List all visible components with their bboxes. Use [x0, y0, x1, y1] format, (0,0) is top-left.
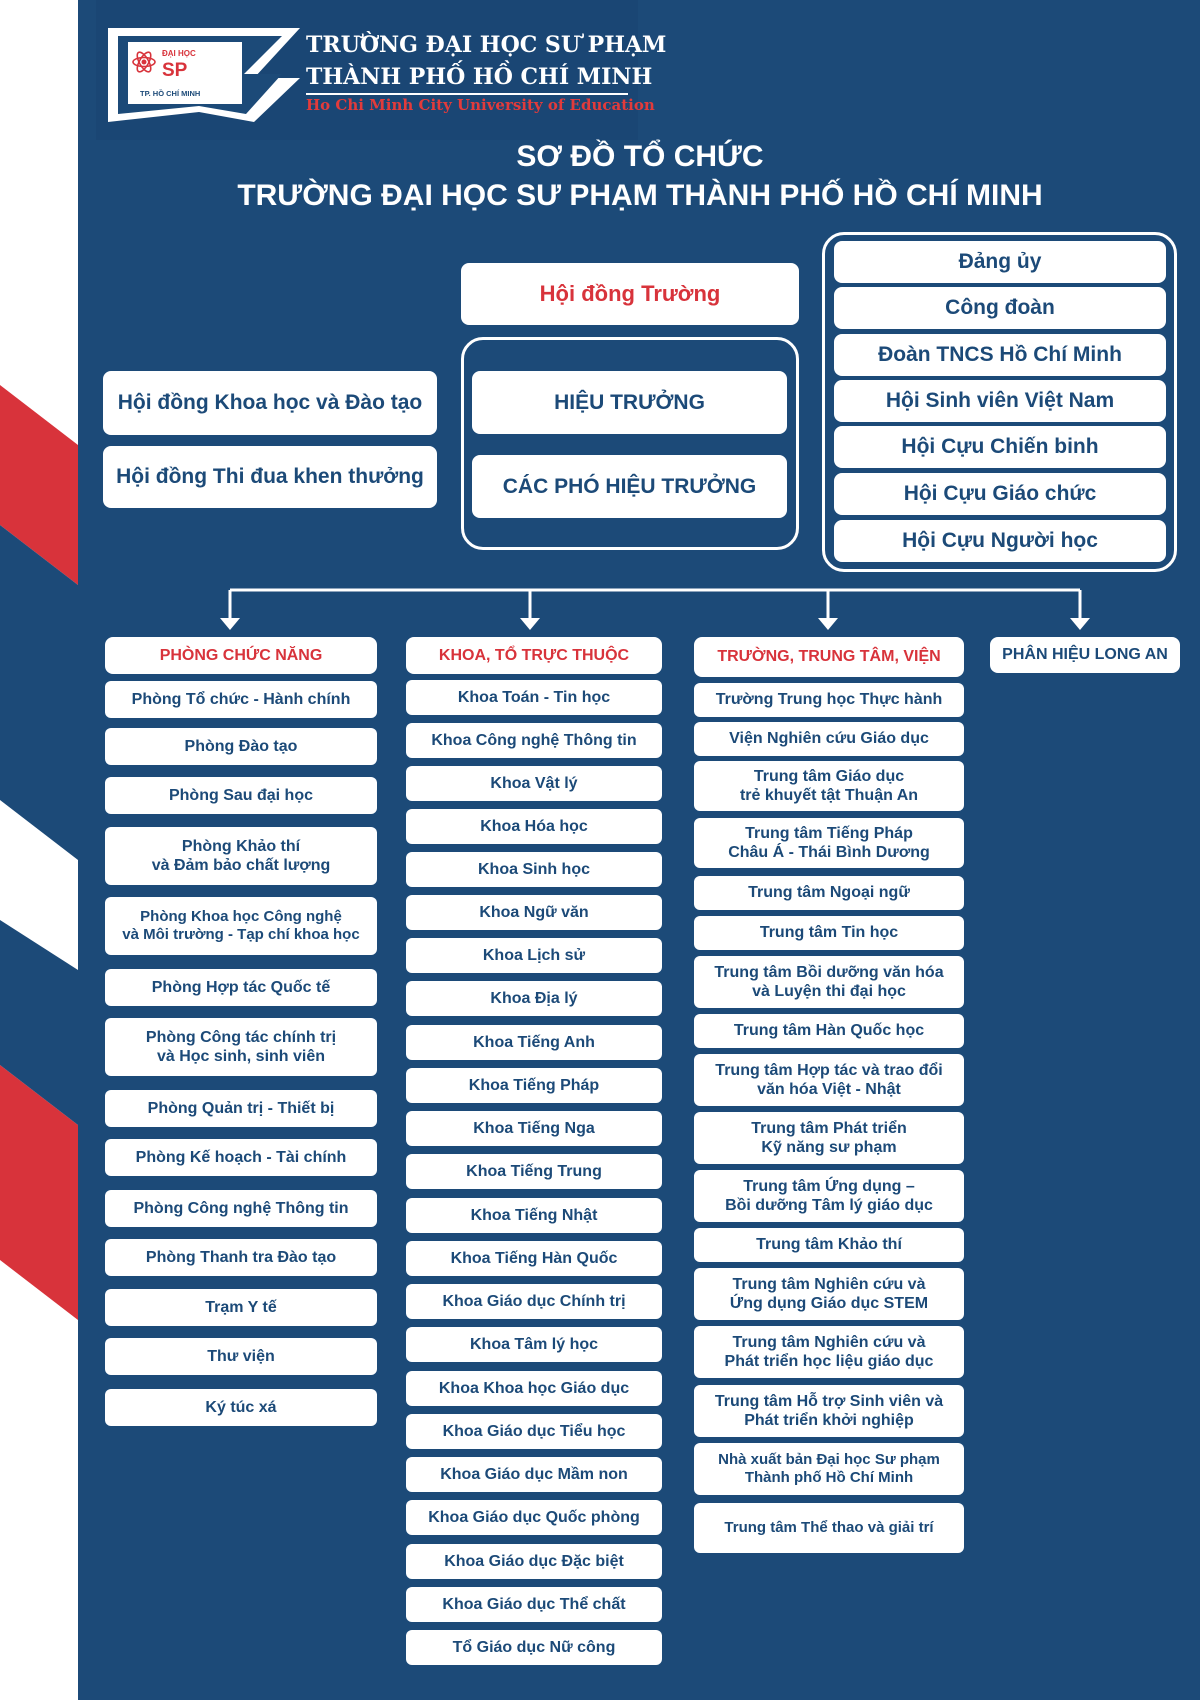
- khoa-item: Khoa Ngữ văn: [406, 895, 662, 930]
- truong-item: Trung tâm Hỗ trợ Sinh viên và Phát triển khởi nghiệp: [694, 1385, 964, 1437]
- hoi-dong-truong-box: Hội đồng Trường: [461, 263, 799, 325]
- hieu-truong-box: HIỆU TRƯỞNG: [472, 371, 787, 434]
- truong-item: Nhà xuất bản Đại học Sư phạm Thành phố Hồ Chí Minh: [694, 1443, 964, 1495]
- khoa-item: Khoa Giáo dục Quốc phòng: [406, 1500, 662, 1535]
- phong-header: PHÒNG CHỨC NĂNG: [105, 637, 377, 674]
- org-cong-doan: Công đoàn: [834, 287, 1166, 329]
- phong-item: Phòng Tổ chức - Hành chính: [105, 681, 377, 718]
- arrow-phan-hieu: [1070, 618, 1090, 630]
- phong-item: Phòng Công nghệ Thông tin: [105, 1190, 377, 1227]
- khoa-item: Khoa Giáo dục Đặc biệt: [406, 1544, 662, 1579]
- khoa-item: Khoa Tiếng Nhật: [406, 1198, 662, 1233]
- khoa-item: Khoa Địa lý: [406, 981, 662, 1016]
- khoa-item: Khoa Tiếng Pháp: [406, 1068, 662, 1103]
- arrow-truong: [818, 618, 838, 630]
- khoa-item: Khoa Giáo dục Thể chất: [406, 1587, 662, 1622]
- khoa-item: Khoa Công nghệ Thông tin: [406, 723, 662, 758]
- phong-item: Phòng Công tác chính trị và Học sinh, sinh viên: [105, 1018, 377, 1076]
- org-cuu-chien-binh: Hội Cựu Chiến binh: [834, 426, 1166, 468]
- truong-item: Trung tâm Tin học: [694, 916, 964, 950]
- khoa-item: Khoa Tiếng Nga: [406, 1111, 662, 1146]
- khoa-item: Khoa Giáo dục Chính trị: [406, 1284, 662, 1319]
- org-dang-uy: Đảng ủy: [834, 241, 1166, 283]
- khoa-item: Khoa Tâm lý học: [406, 1327, 662, 1362]
- khoa-item: Khoa Khoa học Giáo dục: [406, 1371, 662, 1406]
- khoa-item: Tổ Giáo dục Nữ công: [406, 1630, 662, 1665]
- chart-title: SƠ ĐỒ TỔ CHỨC: [516, 140, 764, 173]
- phong-item: Thư viện: [105, 1338, 377, 1375]
- truong-item: Trung tâm Giáo dục trẻ khuyết tật Thuận An: [694, 761, 964, 811]
- khoa-item: Khoa Tiếng Anh: [406, 1025, 662, 1060]
- leadership-frame: [461, 337, 799, 550]
- org-doan-tncs: Đoàn TNCS Hồ Chí Minh: [834, 334, 1166, 376]
- khoa-item: Khoa Tiếng Trung: [406, 1154, 662, 1189]
- truong-item: Trung tâm Bồi dưỡng văn hóa và Luyện thi đại học: [694, 956, 964, 1008]
- org-cuu-nguoi-hoc: Hội Cựu Người học: [834, 520, 1166, 562]
- hoi-dong-khoa-hoc-box: Hội đồng Khoa học và Đào tạo: [103, 371, 437, 435]
- org-hoi-sinh-vien: Hội Sinh viên Việt Nam: [834, 380, 1166, 422]
- phong-item: Phòng Khoa học Công nghệ và Môi trường - Tạp chí khoa học: [105, 897, 377, 955]
- truong-item: Trung tâm Nghiên cứu và Phát triển học liệu giáo dục: [694, 1326, 964, 1378]
- truong-item: Trung tâm Nghiên cứu và Ứng dụng Giáo dục STEM: [694, 1268, 964, 1320]
- arrow-khoa: [520, 618, 540, 630]
- hoi-dong-thi-dua-box: Hội đồng Thi đua khen thưởng: [103, 446, 437, 508]
- truong-item: Viện Nghiên cứu Giáo dục: [694, 722, 964, 756]
- truong-item: Trung tâm Khảo thí: [694, 1228, 964, 1262]
- truong-header: TRƯỜNG, TRUNG TÂM, VIỆN: [694, 637, 964, 677]
- truong-item: Trung tâm Hợp tác và trao đổi văn hóa Việt - Nhật: [694, 1054, 964, 1106]
- khoa-item: Khoa Lịch sử: [406, 938, 662, 973]
- khoa-item: Khoa Tiếng Hàn Quốc: [406, 1241, 662, 1276]
- phong-item: Phòng Khảo thí và Đảm bảo chất lượng: [105, 827, 377, 885]
- truong-item: Trung tâm Hàn Quốc học: [694, 1014, 964, 1048]
- phong-item: Phòng Kế hoạch - Tài chính: [105, 1139, 377, 1176]
- phong-item: Phòng Quản trị - Thiết bị: [105, 1090, 377, 1127]
- khoa-item: Khoa Sinh học: [406, 852, 662, 887]
- phong-item: Ký túc xá: [105, 1389, 377, 1426]
- pho-hieu-truong-box: CÁC PHÓ HIỆU TRƯỞNG: [472, 455, 787, 518]
- khoa-item: Khoa Vật lý: [406, 766, 662, 801]
- khoa-header: KHOA, TỔ TRỰC THUỘC: [406, 637, 662, 674]
- khoa-item: Khoa Hóa học: [406, 809, 662, 844]
- svg-text:TP. HỒ CHÍ MINH: TP. HỒ CHÍ MINH: [140, 89, 201, 98]
- phan-hieu-header: PHÂN HIỆU LONG AN: [990, 637, 1180, 673]
- phong-item: Phòng Thanh tra Đào tạo: [105, 1239, 377, 1276]
- truong-item: Trường Trung học Thực hành: [694, 683, 964, 717]
- phong-item: Phòng Hợp tác Quốc tế: [105, 969, 377, 1006]
- khoa-item: Khoa Toán - Tin học: [406, 680, 662, 715]
- svg-text:ĐẠI HỌC: ĐẠI HỌC: [162, 49, 196, 58]
- arrow-phong: [220, 618, 240, 630]
- truong-item: Trung tâm Ứng dụng – Bồi dưỡng Tâm lý giáo dục: [694, 1170, 964, 1222]
- khoa-item: Khoa Giáo dục Mầm non: [406, 1457, 662, 1492]
- logo-english-name: Ho Chi Minh City University of Education: [306, 96, 655, 114]
- org-cuu-giao-chuc: Hội Cựu Giáo chức: [834, 473, 1166, 515]
- khoa-item: Khoa Giáo dục Tiểu học: [406, 1414, 662, 1449]
- chart-subtitle: TRƯỜNG ĐẠI HỌC SƯ PHẠM THÀNH PHỐ HỒ CHÍ MINH: [237, 179, 1043, 212]
- svg-text:SP: SP: [162, 60, 188, 81]
- phong-item: Phòng Đào tạo: [105, 728, 377, 765]
- truong-item: Trung tâm Phát triển Kỹ năng sư phạm: [694, 1112, 964, 1164]
- truong-item: Trung tâm Ngoại ngữ: [694, 876, 964, 910]
- phong-item: Trạm Y tế: [105, 1289, 377, 1326]
- logo-title-line1: TRƯỜNG ĐẠI HỌC SƯ PHẠM: [306, 32, 667, 58]
- truong-item: Trung tâm Tiếng Pháp Châu Á - Thái Bình Dương: [694, 818, 964, 868]
- phong-item: Phòng Sau đại học: [105, 777, 377, 814]
- logo-title-line2: THÀNH PHỐ HỒ CHÍ MINH: [306, 64, 653, 90]
- truong-item: Trung tâm Thể thao và giải trí: [694, 1503, 964, 1553]
